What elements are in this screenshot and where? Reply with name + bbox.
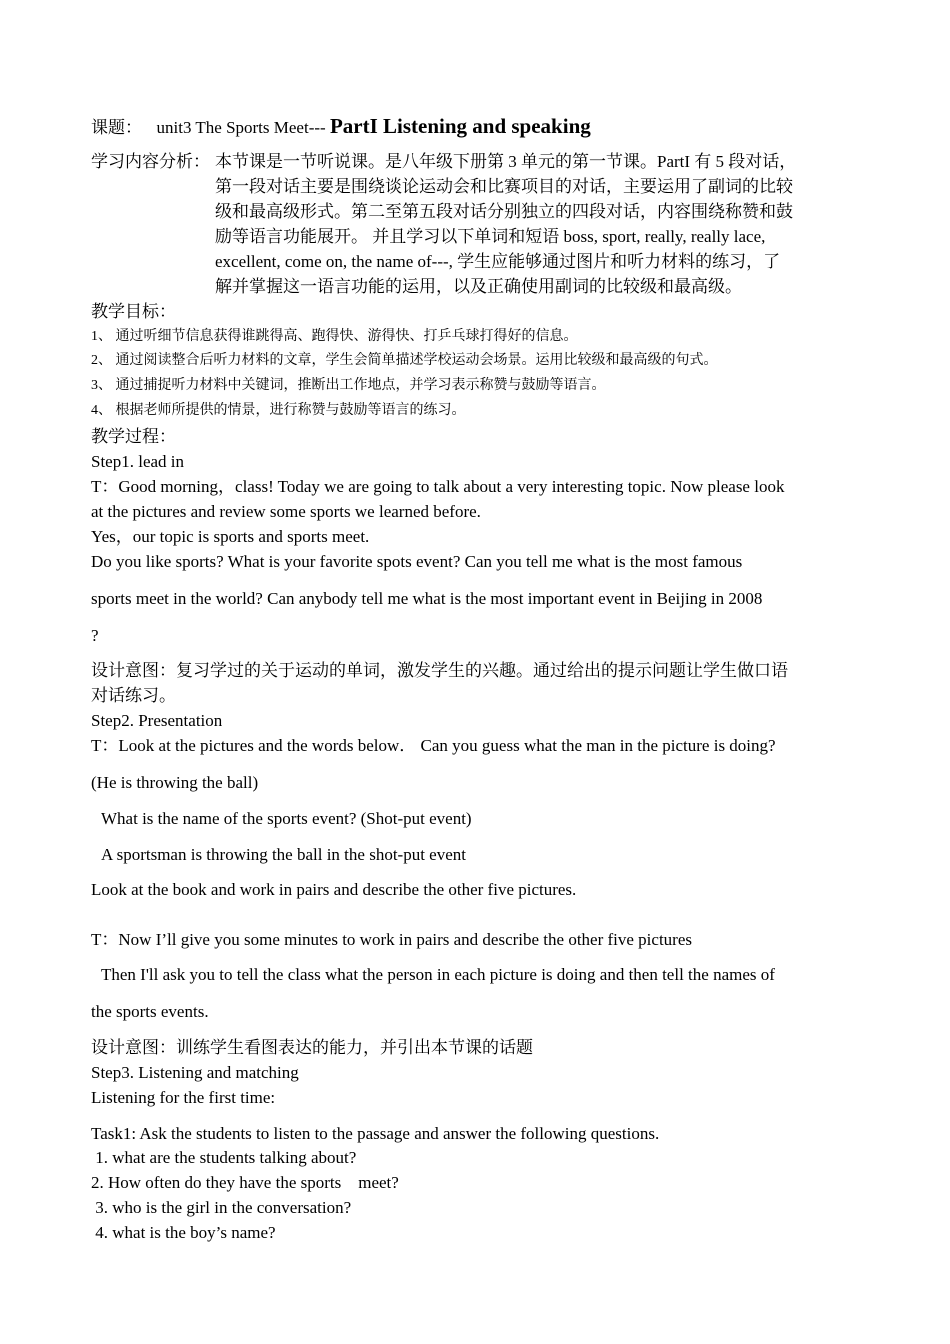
- analysis-line: 励等语言功能展开。 并且学习以下单词和短语 boss, sport, really, really lace,: [215, 227, 766, 246]
- step2-teacher-line: T：Look at the pictures and the words below． Can you guess what the man in the picture is doing?: [91, 736, 776, 755]
- step1-question: sports meet in the world? Can anybody tell me what is the most important event in Beijing in 2008: [91, 589, 763, 608]
- step2-answer: (He is throwing the ball): [91, 773, 259, 792]
- step3-title: Step3. Listening and matching: [91, 1063, 299, 1082]
- step1-question: ?: [91, 626, 99, 645]
- step1-teacher-line: T：Good morning，class! Today we are going to talk about a very interesting topic. Now please look: [91, 477, 785, 496]
- process-label: 教学过程：: [91, 427, 176, 446]
- objective-item: 4、 根据老师所提供的情景，进行称赞与鼓励等语言的练习。: [91, 403, 466, 418]
- analysis-line: 第一段对话主要是围绕谈论运动会和比赛项目的对话，主要运用了副词的比较: [215, 177, 793, 196]
- design-intent: 设计意图：训练学生看图表达的能力，并引出本节课的话题: [91, 1038, 533, 1057]
- step2-title: Step2. Presentation: [91, 711, 223, 730]
- analysis-line: 级和最高级形式。第二至第五段对话分别独立的四段对话，内容围绕称赞和鼓: [215, 202, 793, 221]
- title-label: 课题：: [91, 118, 142, 137]
- question-item: 3. who is the girl in the conversation?: [91, 1198, 352, 1217]
- title-main: PartI Listening and speaking: [329, 114, 591, 138]
- title-prefix: unit3 The Sports Meet---: [156, 118, 330, 137]
- step2-answer: A sportsman is throwing the ball in the shot-put event: [101, 845, 466, 864]
- design-intent: 对话练习。: [91, 686, 176, 705]
- step3-subtitle: Listening for the first time:: [91, 1088, 276, 1107]
- objective-item: 3、 通过捕捉听力材料中关键词，推断出工作地点，并学习表示称赞与鼓励等语言。: [91, 378, 606, 393]
- question-item: 2. How often do they have the sports meet?: [91, 1173, 399, 1192]
- step3-task: Task1: Ask the students to listen to the passage and answer the following questions.: [91, 1124, 660, 1143]
- analysis-line: excellent, come on, the name of---, 学生应能够通过图片和听力材料的练习，了: [215, 252, 781, 271]
- analysis-label: 学习内容分析：: [91, 152, 210, 171]
- question-item: 1. what are the students talking about?: [91, 1148, 357, 1167]
- analysis-line: 本节课是一节听说课。是八年级下册第 3 单元的第一节课。PartI 有 5 段对话，: [215, 152, 797, 171]
- step2-instruction: Look at the book and work in pairs and describe the other five pictures.: [91, 880, 577, 899]
- lesson-title: [91, 116, 591, 137]
- objectives-label: 教学目标：: [91, 302, 176, 321]
- objective-item: 2、 通过阅读整合后听力材料的文章，学生会简单描述学校运动会场景。运用比较级和最高级的句式。: [91, 353, 718, 368]
- step2-instruction: the sports events.: [91, 1002, 209, 1021]
- objective-item: 1、 通过听细节信息获得谁跳得高、跑得快、游得快、打乒乓球打得好的信息。: [91, 329, 578, 344]
- question-item: 4. what is the boy’s name?: [91, 1223, 276, 1242]
- analysis-line: 解并掌握这一语言功能的运用，以及正确使用副词的比较级和最高级。: [215, 277, 742, 296]
- step1-teacher-line: at the pictures and review some sports we learned before.: [91, 502, 481, 521]
- step1-question: Do you like sports? What is your favorite spots event? Can you tell me what is the most famous: [91, 552, 743, 571]
- design-intent: 设计意图：复习学过的关于运动的单词，激发学生的兴趣。通过给出的提示问题让学生做口语: [91, 661, 788, 680]
- step2-question: What is the name of the sports event? (Shot-put event): [101, 809, 472, 828]
- step2-instruction: Then I'll ask you to tell the class what the person in each picture is doing and then tell the names of: [101, 965, 775, 984]
- step2-teacher-line: T：Now I’ll give you some minutes to work in pairs and describe the other five pictures: [91, 930, 692, 949]
- step1-topic: Yes，our topic is sports and sports meet.: [91, 527, 370, 546]
- step1-title: Step1. lead in: [91, 452, 185, 471]
